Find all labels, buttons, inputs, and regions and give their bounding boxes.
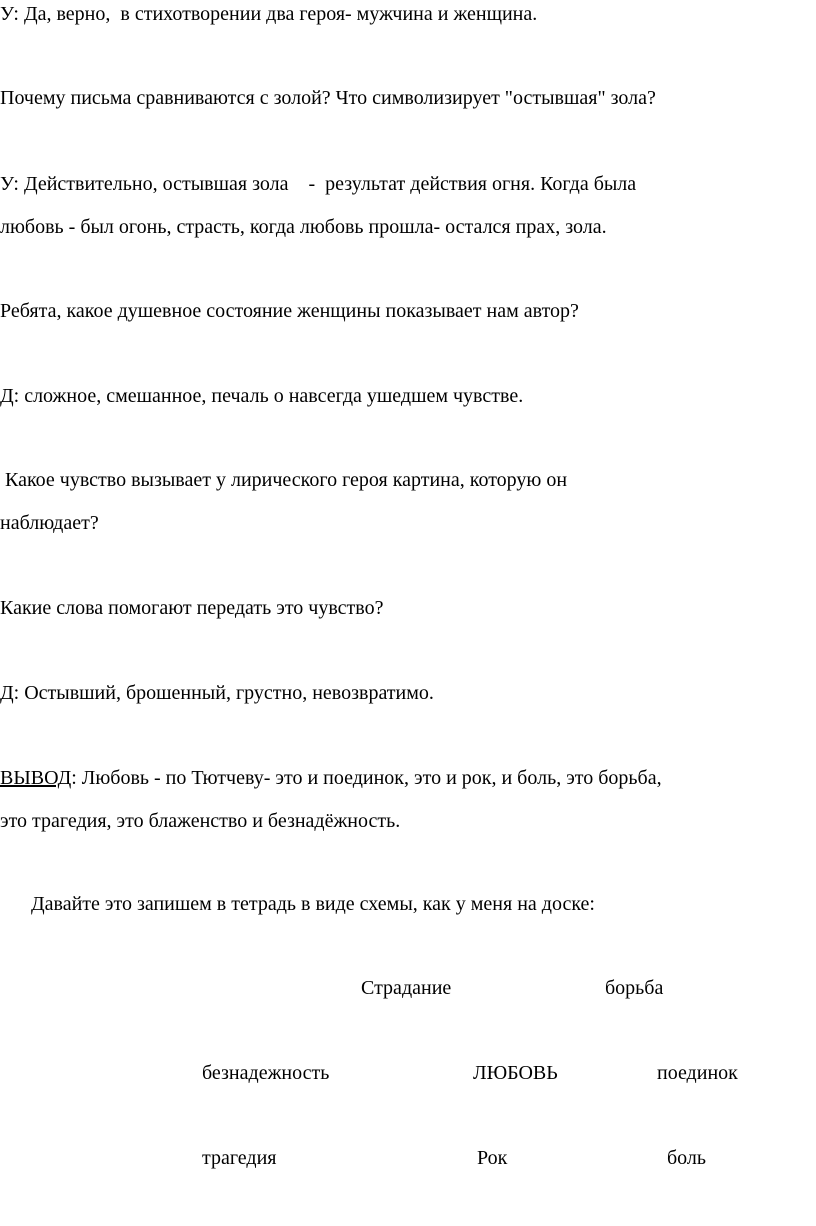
text-line-answer-state: Д: сложное, смешанное, печаль о навсегда ушедшем чувстве. <box>0 385 524 407</box>
text-line-conclusion-1 <box>0 766 662 790</box>
text-line-teacher-heroes: У: Да, верно, в стихотворении два героя- мужчина и женщина. <box>0 3 538 25</box>
scheme-word-tragedy: трагедия <box>202 1147 277 1169</box>
text-line-teacher-ash-2: любовь - был огонь, страсть, когда любовь прошла- остался прах, зола. <box>0 216 607 238</box>
text-line-conclusion-2: это трагедия, это блаженство и безнадёжность. <box>0 810 401 832</box>
text-line-question-state: Ребята, какое душевное состояние женщины показывает нам автор? <box>0 300 579 322</box>
scheme-word-suffering: Страдание <box>361 977 452 999</box>
scheme-word-hopelessness: безнадежность <box>202 1062 330 1084</box>
scheme-word-fate: Рок <box>477 1147 508 1169</box>
scheme-word-pain: боль <box>667 1147 707 1169</box>
conclusion-text: : Любовь - по Тютчеву- это и поединок, это и рок, и боль, это борьба, <box>71 767 662 789</box>
text-line-question-letters: Почему письма сравниваются с золой? Что символизирует "остывшая" зола? <box>0 87 656 109</box>
conclusion-label: ВЫВОД <box>0 767 72 789</box>
text-line-teacher-ash-1: У: Действительно, остывшая зола - результат действия огня. Когда была <box>0 173 637 195</box>
text-line-question-feeling-1: Какое чувство вызывает у лирического героя картина, которую он <box>0 469 568 491</box>
text-line-instruction: Давайте это запишем в тетрадь в виде схемы, как у меня на доске: <box>31 893 595 915</box>
text-line-question-words: Какие слова помогают передать это чувство? <box>0 597 384 619</box>
text-line-question-feeling-2: наблюдает? <box>0 512 99 534</box>
scheme-word-love: ЛЮБОВЬ <box>473 1062 558 1084</box>
text-line-answer-words: Д: Остывший, брошенный, грустно, невозвратимо. <box>0 682 434 704</box>
scheme-word-duel: поединок <box>657 1062 738 1084</box>
scheme-word-struggle: борьба <box>605 977 664 999</box>
